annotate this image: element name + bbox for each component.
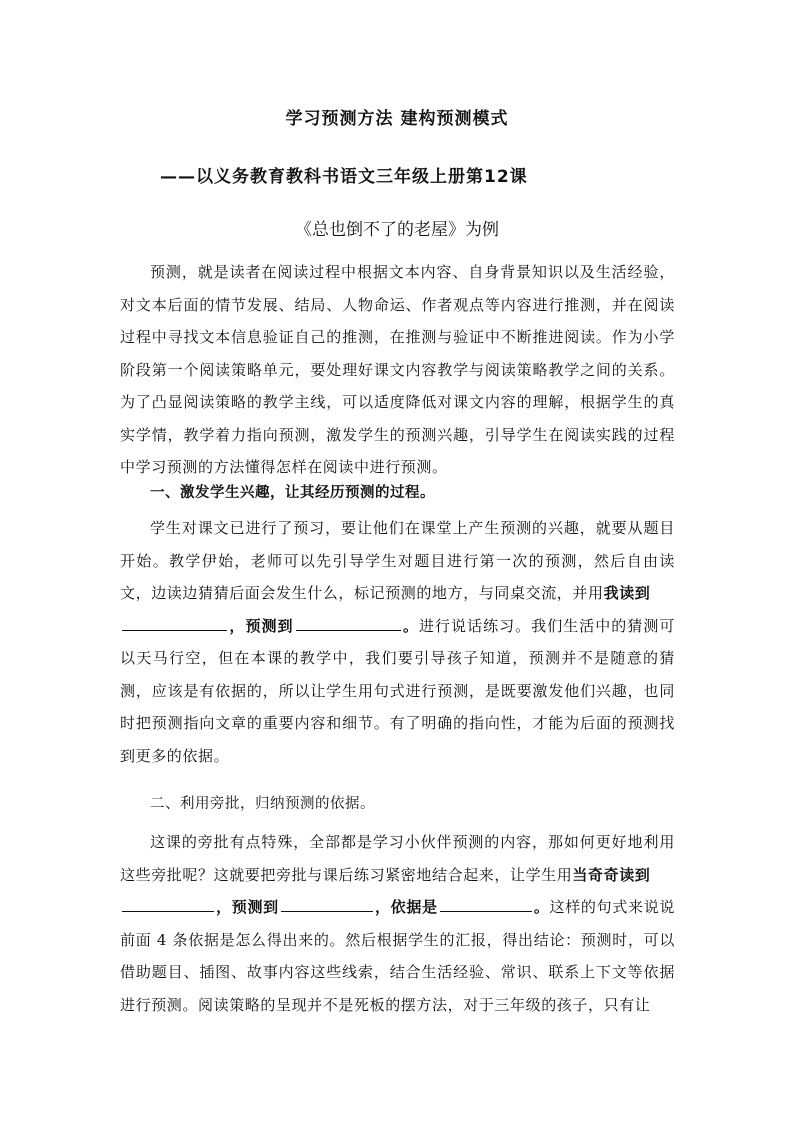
document-title: 学习预测方法 建构预测模式 [285, 109, 509, 129]
section-2-bold-c: ，依据是 [374, 898, 438, 916]
fill-blank-line [281, 897, 373, 912]
fill-blank-line [122, 616, 227, 631]
fill-blank-line [296, 616, 401, 631]
section-1-text-a: 学生对课文已进行了预习，要让他们在课堂上产生预测的兴趣，就要从题目开始。教学伊始，老师可以先引导学生对题目进行第一次的预测，然后自由读文，边读边猜猜后面会发生什么，标记预测的地方，与同桌交流，并用 [120, 519, 675, 602]
fill-blank-line [122, 897, 214, 912]
section-1-bold-b: ，预测到 [229, 616, 294, 635]
section-2-bold-d: 。 [533, 898, 550, 916]
section-1-heading: 一、激发学生兴趣，让其经历预测的过程。 [150, 485, 435, 501]
section-1-paragraph [120, 512, 675, 772]
section-2-paragraph [120, 826, 675, 1021]
fill-blank-line [440, 897, 532, 912]
section-2-bold-a: 当奇奇读到 [572, 865, 651, 884]
section-1-text-b: 进行说话练习。我们生活中的猜测可以天马行空，但在本课的教学中，我们要引导孩子知道，预测并不是随意的猜测，应该是有依据的，所以让学生用句式进行预测，是既要激发他们兴趣，也同时把预测指向文章的重要内容和细节。有了明确的指向性，才能为后面的预测找到更多的依据。 [120, 616, 675, 765]
section-2-text-a: 这课的旁批有点特殊，全部都是学习小伙伴预测的内容，那如何更好地利用这些旁批呢？这就要把旁批与课后练习紧密地结合起来，让学生用 [120, 833, 675, 884]
section-1-bold-c: 。 [402, 616, 419, 635]
document-subtitle: ——以义务教育教科书语文三年级上册第12课 [160, 167, 528, 187]
section-2-bold-b: ，预测到 [216, 898, 279, 916]
intro-paragraph: 预测，就是读者在阅读过程中根据文本内容、自身背景知识以及生活经验，对文本后面的情节发展、结局、人物命运、作者观点等内容进行推测，并在阅读过程中寻找文本信息验证自己的推测，在推测与验证中不断推进阅读。作为小学阶段第一个阅读策略单元，要处理好课文内容教学与阅读策略教学之间的关系。为了凸显阅读策略的教学主线，可以适度降低对课文内容的理解，根据学生的真实学情，教学着力指向预测，激发学生的预测兴趣，引导学生在阅读实践的过程中学习预测的方法懂得怎样在阅读中进行预测。 [120, 263, 675, 476]
section-2-text-b: 这样的句式来说说前面 4 条依据是怎么得出来的。然后根据学生的汇报，得出结论：预测时，可以借助题目、插图、故事内容这些线索，结合生活经验、常识、联系上下文等依据进行预测。阅读策略的呈现并不是死板的摆方法，对于三年级的孩子，只有让 [120, 898, 675, 1014]
section-1-bold-a: 我读到 [603, 584, 651, 602]
document-subtitle-continued: 《总也倒不了的老屋》为例 [295, 220, 499, 240]
section-2-heading: 二、利用旁批，归纳预测的依据。 [150, 796, 375, 812]
